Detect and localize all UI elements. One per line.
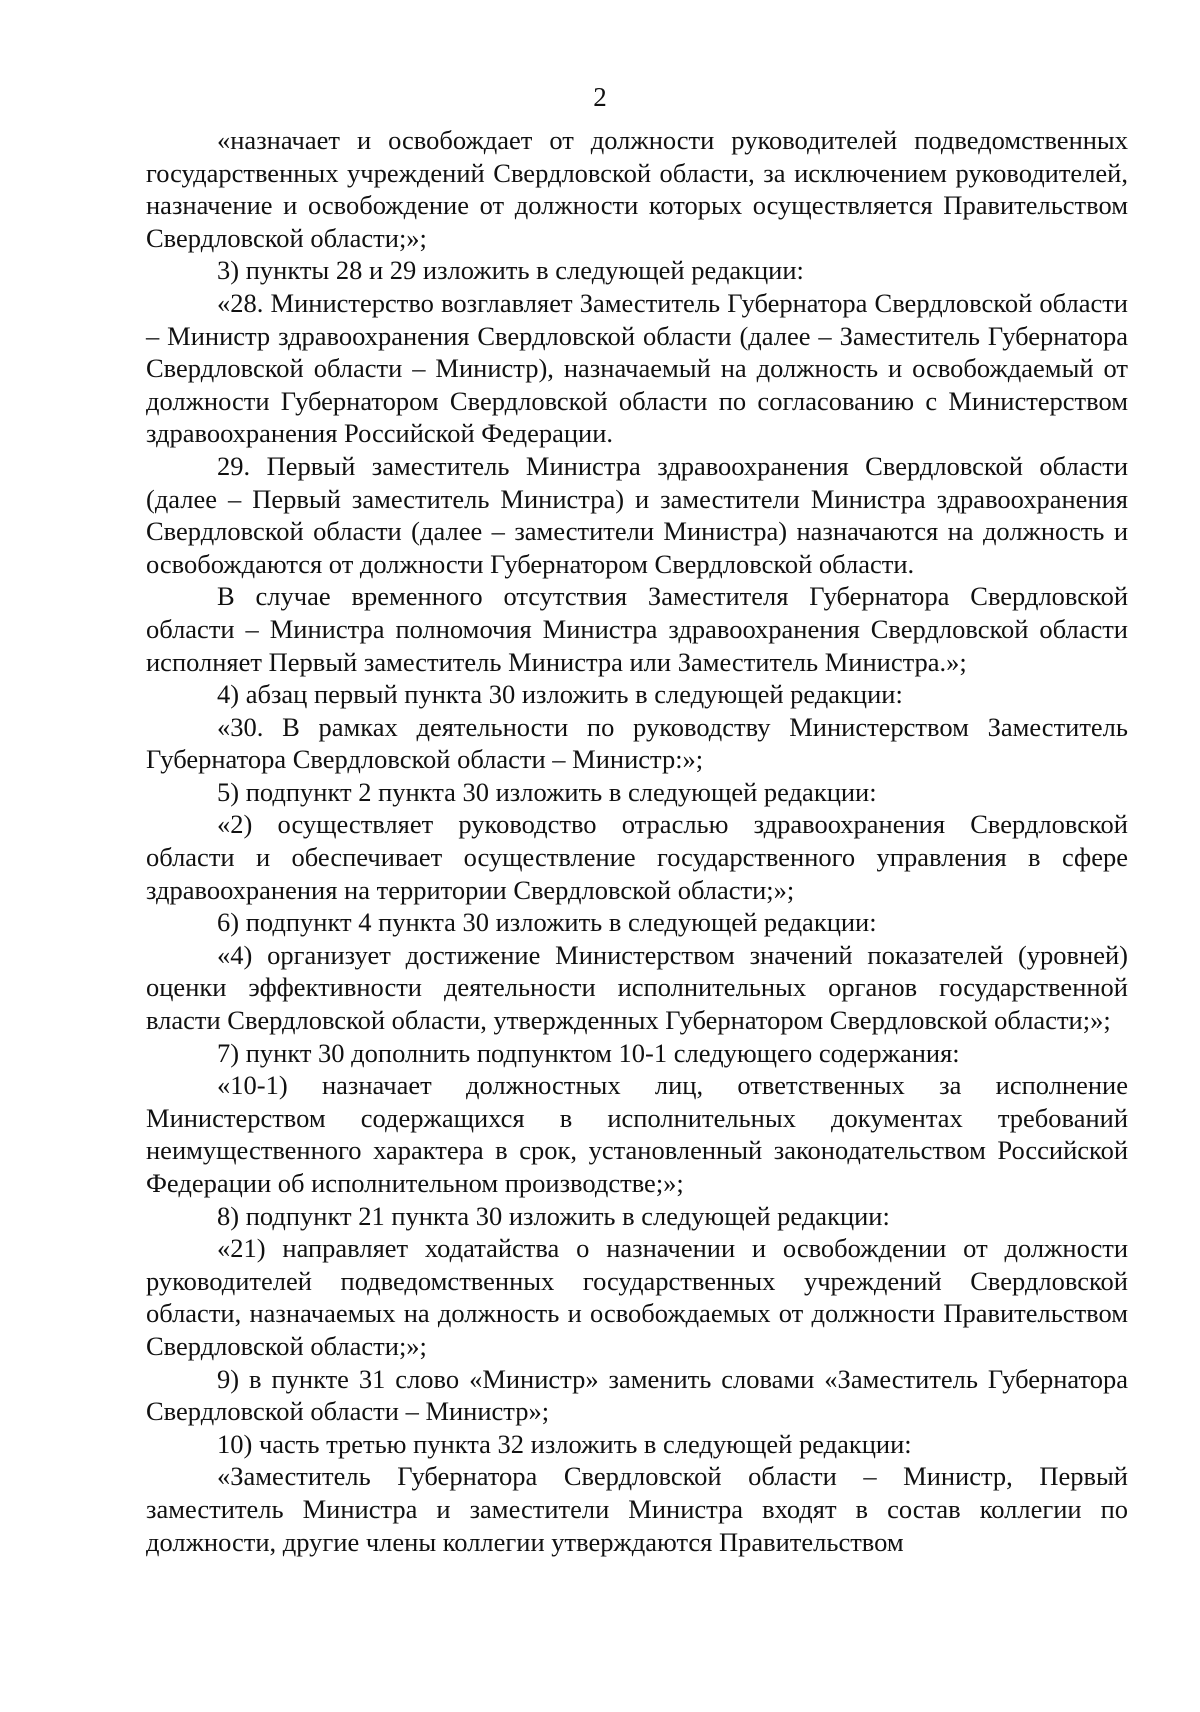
paragraph-17: 10) часть третью пункта 32 изложить в следующей редакции: <box>217 1428 912 1459</box>
paragraph-10: 6) подпункт 4 пункта 30 изложить в следующей редакции: <box>217 907 877 938</box>
paragraph-6: 4) абзац первый пункта 30 изложить в следующей редакции: <box>217 679 903 710</box>
paragraph-14: 8) подпункт 21 пункта 30 изложить в следующей редакции: <box>217 1200 890 1231</box>
paragraph-1: «назначает и освобождает от должности руководителей подведомственных государственных учреждений Свердловской области, за исключением руководителей, назначение и освобождение от должности которых осуществляется Правительством Свердловской области;»; <box>146 125 1128 253</box>
paragraph-9: «2) осуществляет руководство отраслью здравоохранения Свердловской области и обеспечивает осуществление государственного управления в сфере здравоохранения на территории Свердловской области;»; <box>146 809 1128 905</box>
paragraph-5: В случае временного отсутствия Заместителя Губернатора Свердловской области – Министра полномочия Министра здравоохранения Свердловской области исполняет Первый заместитель Министра или Заместитель Министра.»; <box>146 581 1128 677</box>
paragraph-8: 5) подпункт 2 пункта 30 изложить в следующей редакции: <box>217 776 877 807</box>
paragraph-2: 3) пункты 28 и 29 изложить в следующей редакции: <box>217 255 804 286</box>
page-number: 2 <box>593 82 607 112</box>
paragraph-18: «Заместитель Губернатора Свердловской области – Министр, Первый заместитель Министра и заместители Министра входят в состав коллегии по должности, другие члены коллегии утверждаются Правительством <box>146 1461 1128 1557</box>
paragraph-16: 9) в пункте 31 слово «Министр» заменить словами «Заместитель Губернатора Свердловской области – Министр»; <box>146 1363 1128 1427</box>
document-body <box>146 124 1128 1558</box>
paragraph-12: 7) пункт 30 дополнить подпунктом 10-1 следующего содержания: <box>217 1037 960 1068</box>
paragraph-11: «4) организует достижение Министерством значений показателей (уровней) оценки эффективности деятельности исполнительных органов государственной власти Свердловской области, утвержденных Губернатором Свердловской области;»; <box>146 939 1128 1036</box>
paragraph-7: «30. В рамках деятельности по руководству Министерством Заместитель Губернатора Свердловской области – Министр:»; <box>146 711 1128 775</box>
paragraph-15: «21) направляет ходатайства о назначении и освобождении от должности руководителей подведомственных государственных учреждений Свердловской области, назначаемых на должность и освобождаемых от должности Правительством Свердловской области;»; <box>146 1233 1128 1361</box>
paragraph-13: «10-1) назначает должностных лиц, ответственных за исполнение Министерством содержащихся в исполнительных документах требований неимущественного характера в срок, установленный законодательством Российской Федерации об исполнительном производстве;»; <box>146 1070 1128 1198</box>
paragraph-4: 29. Первый заместитель Министра здравоохранения Свердловской области (далее – Первый заместитель Министра) и заместители Министра здравоохранения Свердловской области (далее – заместители Министра) назначаются на должность и освобождаются от должности Губернатором Свердловской области. <box>146 450 1128 579</box>
paragraph-3: «28. Министерство возглавляет Заместитель Губернатора Свердловской области – Министр здравоохранения Свердловской области (далее – Заместитель Губернатора Свердловской области – Министр), назначаемый на должность и освобождаемый от должности Губернатором Свердловской области по согласованию с Министерством здравоохранения Российской Федерации. <box>146 287 1128 449</box>
